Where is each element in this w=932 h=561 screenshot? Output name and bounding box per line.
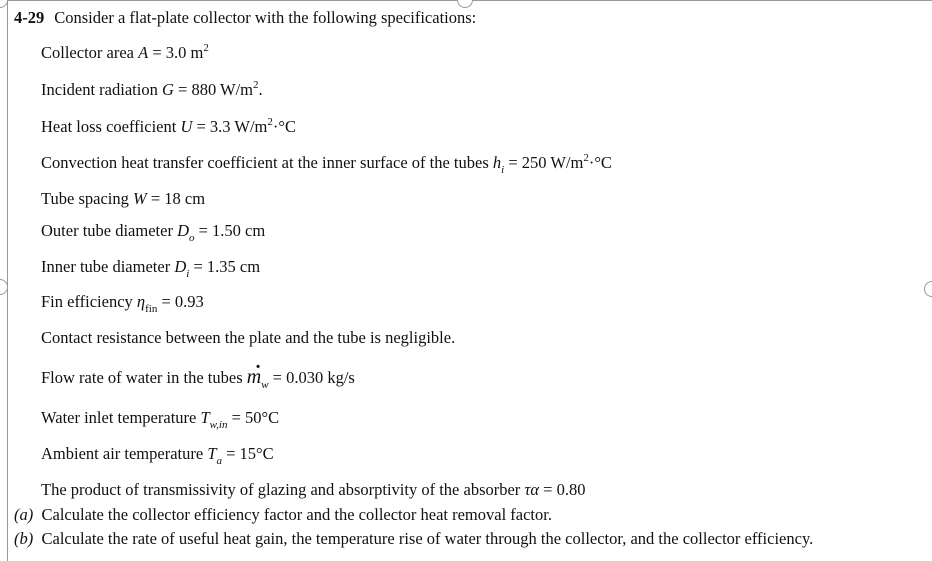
question-b: (b) Calculate the rate of useful heat gain, the temperature rise of water through the collector, and the collector efficiency.: [14, 529, 814, 548]
spec-ambient-temperature: Ambient air temperature $T_a = 15^\circ C$: [41, 444, 274, 467]
spec-collector-area: Collector area A = 3.0 $m^2$: [41, 42, 209, 62]
spec-fin-efficiency: Fin efficiency $\eta_{fin} = 0.93$: [41, 292, 204, 315]
spec-tube-spacing: Tube spacing W = 18 cm: [41, 189, 206, 208]
question-a: (a) Calculate the collector efficiency factor and the collector heat removal factor.: [14, 505, 552, 524]
spec-contact-resistance: Contact resistance between the plate and the tube is negligible.: [41, 328, 456, 347]
problem-intro: Consider a flat-plate collector with the following specifications:: [54, 8, 477, 27]
spec-inlet-temperature: Water inlet temperature $T_{w,in} = 50^\circ C$: [41, 408, 280, 431]
spec-transmissivity-absorptivity: The product of transmissivity of glazing and absorptivity of the absorber τα = 0.80: [41, 480, 586, 499]
spec-convection-coefficient: Convection heat transfer coefficient at the inner surface of the tubes $h_i = 250$ $W/m^2\cdot^\circ C$: [41, 152, 612, 176]
problem-number: 4-29: [14, 8, 45, 27]
problem-heading: [14, 8, 476, 28]
spec-outer-diameter: Outer tube diameter $D_o = 1.50$ cm: [41, 221, 266, 244]
spec-flow-rate: Flow rate of water in the tubes · $m_w = 0.030$ kg/s: [41, 366, 355, 389]
spec-heat-loss-coefficient: Heat loss coefficient U = 3.3 $W/m^2\cdot^\circ C$: [41, 116, 296, 136]
spec-incident-radiation: Incident radiation G = 880 $W/m^2$.: [41, 79, 263, 99]
spec-inner-diameter: Inner tube diameter $D_i = 1.35$ cm: [41, 257, 261, 280]
